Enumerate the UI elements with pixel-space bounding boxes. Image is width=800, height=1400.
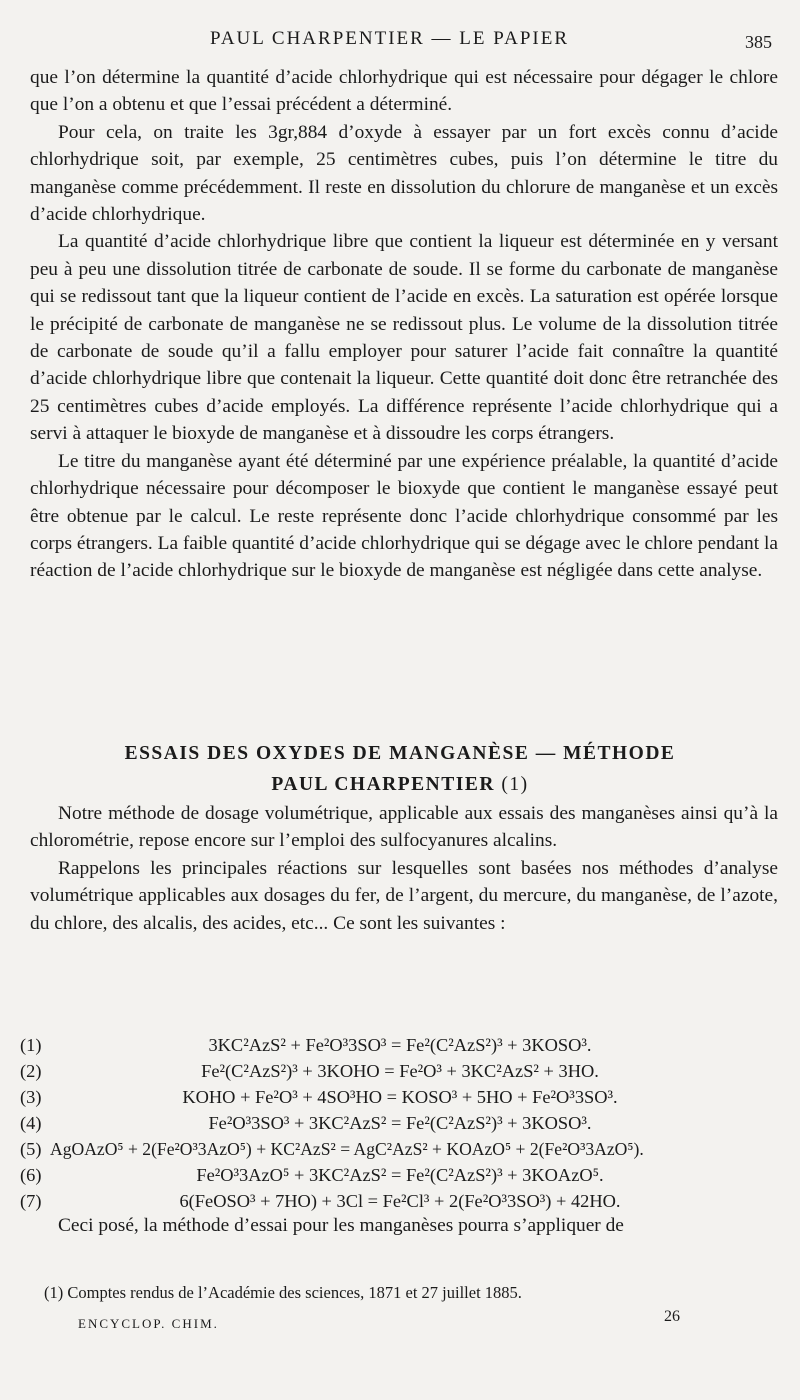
footnote: (1) Comptes rendus de l’Académie des sciences, 1871 et 27 juillet 1885. bbox=[44, 1283, 522, 1302]
section-heading-line: ESSAIS DES OXYDES DE MANGANÈSE — MÉTHODE bbox=[124, 743, 676, 764]
equation-expression: 6(FeOSO³ + 7HO) + 3Cl = Fe²Cl³ + 2(Fe²O³3SO³) + 42HO. bbox=[179, 1191, 621, 1211]
equation-number: (3) bbox=[20, 1087, 42, 1107]
equation-number: (7) bbox=[20, 1191, 42, 1211]
equation-number: (1) bbox=[20, 1035, 42, 1055]
section-heading-name: PAUL CHARPENTIER bbox=[271, 774, 495, 795]
equation bbox=[20, 1162, 780, 1188]
equation bbox=[20, 1084, 780, 1110]
footer-signature: ENCYCLOP. CHIM. bbox=[78, 1316, 219, 1331]
section-heading bbox=[30, 738, 770, 800]
paragraph: Rappelons les principales réactions sur lesquelles sont basées nos méthodes d’analyse volumétrique applicables aux dosages du fer, de l’argent, du mercure, du manganèse, de l’azote, du chlore, des alcalis, des acides, etc... Ce sont les suivantes : bbox=[30, 857, 778, 934]
paragraph: que l’on détermine la quantité d’acide chlorhydrique qui est nécessaire pour dégager le chlore que l’on a obtenu et que l’essai précédent a déterminé. bbox=[30, 67, 778, 116]
page-number: 385 bbox=[745, 32, 772, 52]
running-title: PAUL CHARPENTIER — LE PAPIER bbox=[210, 28, 569, 49]
equation-number: (6) bbox=[20, 1165, 42, 1185]
equation-number: (2) bbox=[20, 1061, 42, 1081]
paragraph: Pour cela, on traite les 3gr,884 d’oxyde à essayer par un fort excès connu d’acide chlorhydrique soit, par exemple, 25 centimètres cubes, puis l’on détermine le titre du manganèse comme précédemment. Il reste en dissolution du chlorure de manganèse et un excès d’acide chlorhydrique. bbox=[30, 121, 778, 226]
equation-expression: Fe²O³3SO³ + 3KC²AzS² = Fe²(C²AzS²)³ + 3KOSO³. bbox=[208, 1113, 592, 1133]
equation-expression: KOHO + Fe²O³ + 4SO³HO = KOSO³ + 5HO + Fe²O³3SO³. bbox=[182, 1087, 618, 1107]
equation-number: (5) bbox=[20, 1139, 42, 1159]
page-header bbox=[0, 28, 800, 58]
equation-expression: Fe²(C²AzS²)³ + 3KOHO = Fe²O³ + 3KC²AzS² + 3HO. bbox=[201, 1061, 599, 1081]
signature-mark: 26 bbox=[664, 1308, 680, 1325]
paragraph: Le titre du manganèse ayant été déterminé par une expérience préalable, la quantité d’acide chlorhydrique nécessaire pour décomposer le bioxyde que contient le manganèse essayé peut être obtenue par le calcul. Le reste représente donc l’acide chlorhydrique consommé par les corps étrangers. La faible quantité d’acide chlorhydrique qui se dégage avec le chlore pendant la réaction de l’acide chlorhydrique sur le bioxyde de manganèse est négligée dans cette analyse. bbox=[30, 450, 778, 582]
equation bbox=[20, 1032, 780, 1058]
section-body bbox=[30, 800, 778, 937]
body-text bbox=[30, 64, 778, 585]
equation-list bbox=[20, 1032, 780, 1214]
equation-number: (4) bbox=[20, 1113, 42, 1133]
footnote-reference: (1) bbox=[501, 774, 529, 795]
equation bbox=[20, 1110, 780, 1136]
equation-expression: AgOAzO⁵ + 2(Fe²O³3AzO⁵) + KC²AzS² = AgC²AzS² + KOAzO⁵ + 2(Fe²O³3AzO⁵). bbox=[50, 1139, 644, 1159]
paragraph: La quantité d’acide chlorhydrique libre que contient la liqueur est déterminée en y versant peu à peu une dissolution titrée de carbonate de soude. Il se forme du carbonate de manganèse qui se redissout tant que la liqueur contient de l’acide en excès. La saturation est opérée lorsque le précipité de carbonate de manganèse ne se redissout plus. Le volume de la dissolution titrée de carbonate de soude qu’il a fallu employer pour saturer l’acide fait connaître la quantité d’acide chlorhydrique libre que contenait la liqueur. Cette quantité doit donc être retranchée des 25 centimètres cubes d’acide employés. La différence représente l’acide chlorhydrique qui a servi à attaquer le bioxyde de manganèse et à dissoudre les corps étrangers. bbox=[30, 231, 778, 445]
paragraph: Notre méthode de dosage volumétrique, applicable aux essais des manganèses ainsi qu’à la chlorométrie, repose encore sur l’emploi des sulfocyanures alcalins. bbox=[30, 803, 778, 852]
equation bbox=[20, 1188, 780, 1214]
closing-paragraph: Ceci posé, la méthode d’essai pour les manganèses pourra s’appliquer de bbox=[58, 1215, 624, 1236]
equation-expression: 3KC²AzS² + Fe²O³3SO³ = Fe²(C²AzS²)³ + 3KOSO³. bbox=[208, 1035, 592, 1055]
equation bbox=[20, 1136, 780, 1162]
section-heading-line bbox=[30, 769, 770, 800]
equation bbox=[20, 1058, 780, 1084]
equation-expression: Fe²O³3AzO⁵ + 3KC²AzS² = Fe²(C²AzS²)³ + 3KOAzO⁵. bbox=[196, 1165, 604, 1185]
